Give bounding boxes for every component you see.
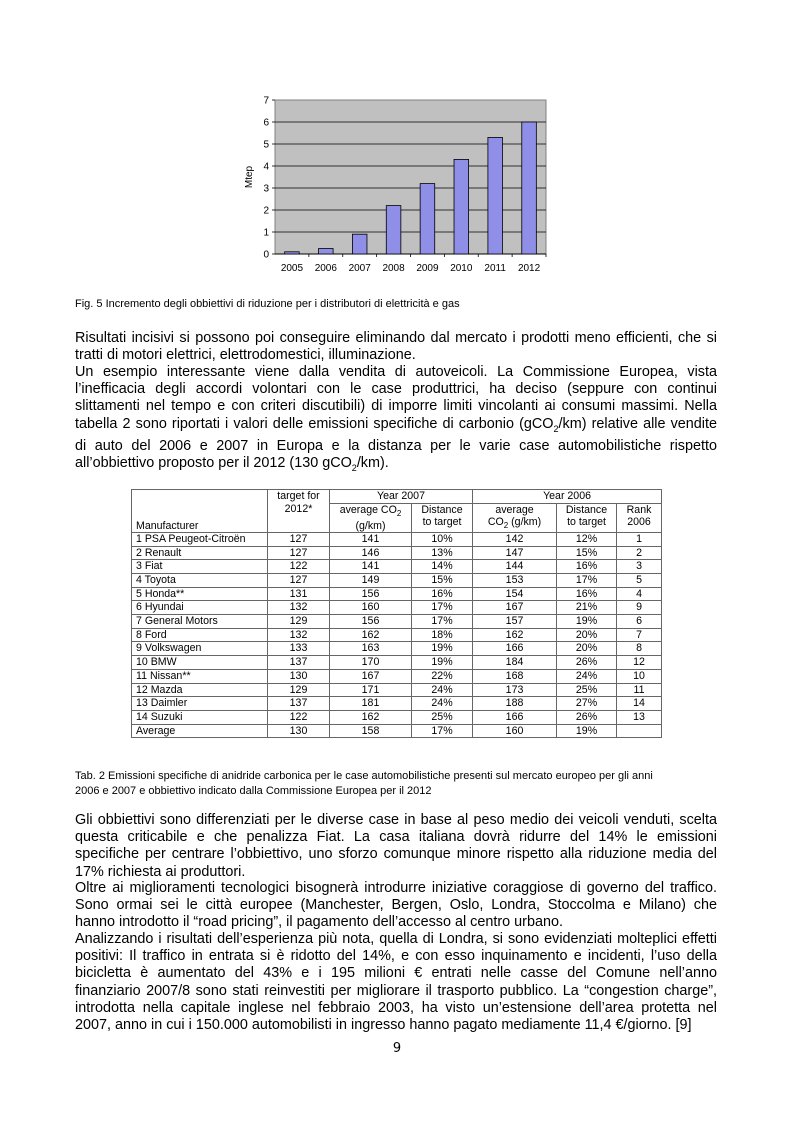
plot-area bbox=[275, 100, 546, 254]
table-cell: 8 Ford bbox=[132, 628, 268, 642]
table-row bbox=[132, 683, 662, 697]
table-cell: 131 bbox=[268, 587, 330, 601]
table-cell: 5 Honda** bbox=[132, 587, 268, 601]
table-cell: 20% bbox=[557, 628, 617, 642]
x-tick-label: 2007 bbox=[348, 263, 371, 274]
page-number: 9 bbox=[392, 1041, 402, 1056]
table-caption bbox=[75, 769, 725, 799]
table-cell: 8 bbox=[617, 642, 662, 656]
header-cell: average $CO_2$ (g/km) bbox=[330, 503, 412, 532]
table-cell: 24% bbox=[412, 697, 473, 711]
table-cell: 3 bbox=[617, 560, 662, 574]
table-cell: 16% bbox=[557, 587, 617, 601]
header-cell: target for bbox=[268, 490, 330, 504]
table-cell: 130 bbox=[268, 669, 330, 683]
table-cell: 1 bbox=[617, 532, 662, 546]
bar-2011 bbox=[488, 137, 503, 254]
bar-2009 bbox=[420, 184, 435, 254]
text-line: bicicletta è aumentato del 43% e i 195 milioni € entrati nelle casse del Comune nell’anno bbox=[75, 965, 717, 982]
table-cell: 7 bbox=[617, 628, 662, 642]
table-cell: 160 bbox=[473, 724, 557, 738]
emissions-table bbox=[131, 489, 661, 738]
table-cell: 13 Daimler bbox=[132, 697, 268, 711]
bar-2007 bbox=[352, 234, 367, 254]
x-tick-label: 2006 bbox=[314, 263, 337, 274]
x-tick-label: 2011 bbox=[484, 263, 506, 274]
table-cell: 17% bbox=[412, 615, 473, 629]
bar-2008 bbox=[386, 206, 401, 254]
table-row bbox=[132, 697, 662, 711]
table-row bbox=[132, 724, 662, 738]
table-cell: 6 bbox=[617, 615, 662, 629]
table-cell: 20% bbox=[557, 642, 617, 656]
table-body bbox=[132, 532, 662, 738]
x-axis-ticks bbox=[281, 254, 546, 274]
caption-line: Tab. 2 Emissioni specifiche di anidride carbonica per le case automobilistiche presenti sul mercato europeo per gli anni bbox=[75, 770, 653, 782]
table-cell: 170 bbox=[330, 656, 412, 670]
figure-caption: Fig. 5 Incremento degli obbiettivi di riduzione per i distributori di elettricità e gas bbox=[75, 298, 460, 310]
paragraph-2 bbox=[75, 364, 717, 477]
table-cell: 10% bbox=[412, 532, 473, 546]
table-cell: 21% bbox=[557, 601, 617, 615]
text-line: specifiche per centrare l’obbiettivo, uno sforzo comunque minore rispetto alla riduzione media del bbox=[75, 846, 717, 863]
table-cell: 19% bbox=[412, 656, 473, 670]
table-cell: 15% bbox=[412, 573, 473, 587]
text-line: tratti di motori elettrici, elettrodomestici, illuminazione. bbox=[75, 347, 416, 364]
table-cell: 162 bbox=[473, 628, 557, 642]
table-cell: 147 bbox=[473, 546, 557, 560]
text-line: Oltre ai miglioramenti tecnologici bisognerà introdurre iniziative coraggiose di governo del traffico. bbox=[75, 880, 717, 896]
y-tick-label: 6 bbox=[263, 117, 269, 129]
table-cell: 17% bbox=[412, 724, 473, 738]
table-row bbox=[132, 656, 662, 670]
bar-2012 bbox=[522, 122, 537, 254]
table-row bbox=[132, 560, 662, 574]
paragraph-3 bbox=[75, 812, 717, 881]
bar-2010 bbox=[454, 159, 469, 254]
table-cell: 162 bbox=[330, 710, 412, 724]
table-cell: 11 bbox=[617, 683, 662, 697]
table-cell: 153 bbox=[473, 573, 557, 587]
table-row bbox=[132, 573, 662, 587]
table-cell: 166 bbox=[473, 642, 557, 656]
table-cell: 146 bbox=[330, 546, 412, 560]
bar-2006 bbox=[319, 249, 334, 255]
paragraph-5 bbox=[75, 931, 717, 1034]
table-header-row bbox=[132, 503, 662, 532]
table-cell: 163 bbox=[330, 642, 412, 656]
bar-chart bbox=[238, 94, 550, 280]
table-cell: 157 bbox=[473, 615, 557, 629]
table-cell: 27% bbox=[557, 697, 617, 711]
table-cell: 4 bbox=[617, 587, 662, 601]
table-cell: 149 bbox=[330, 573, 412, 587]
table-cell: 4 Toyota bbox=[132, 573, 268, 587]
header-cell bbox=[132, 490, 268, 504]
header-cell: Year 2007 bbox=[330, 490, 473, 504]
y-tick-label: 1 bbox=[263, 227, 269, 239]
table-cell: 10 bbox=[617, 669, 662, 683]
header-cell: average $CO_2$ (g/km) bbox=[473, 503, 557, 532]
table-cell: 141 bbox=[330, 560, 412, 574]
y-tick-label: 7 bbox=[263, 95, 269, 107]
table-cell: 26% bbox=[557, 710, 617, 724]
table-cell: 24% bbox=[557, 669, 617, 683]
y-tick-label: 4 bbox=[263, 161, 269, 173]
table-cell: 13 bbox=[617, 710, 662, 724]
text-line: finanziario 2007/8 sono stati reinvestiti per migliorare il trasporto pubblico. La “congestion charge”, bbox=[75, 982, 717, 999]
table-cell: 16% bbox=[412, 587, 473, 601]
table-cell: 154 bbox=[473, 587, 557, 601]
header-cell: Distance to target bbox=[412, 503, 473, 532]
y-tick-label: 0 bbox=[263, 249, 269, 261]
table-cell: 173 bbox=[473, 683, 557, 697]
table-cell: 3 Fiat bbox=[132, 560, 268, 574]
text-line: Gli obbiettivi sono differenziati per le diverse case in base al peso medio dei veicoli venduti, scelta bbox=[75, 812, 717, 828]
x-tick-label: 2008 bbox=[382, 263, 405, 274]
x-tick-label: 2010 bbox=[450, 263, 473, 274]
table-cell: 127 bbox=[268, 546, 330, 560]
y-axis-label: Mtep bbox=[244, 165, 255, 189]
table-cell: 6 Hyundai bbox=[132, 601, 268, 615]
table-cell: 167 bbox=[330, 669, 412, 683]
table-cell: 10 BMW bbox=[132, 656, 268, 670]
table-cell: 171 bbox=[330, 683, 412, 697]
table-cell: 132 bbox=[268, 601, 330, 615]
table-cell: 14 bbox=[617, 697, 662, 711]
text-line: hanno introdotto il “road pricing”, il pagamento dell’accesso al centro urbano. bbox=[75, 914, 563, 931]
table-cell: 9 bbox=[617, 601, 662, 615]
table-cell: 181 bbox=[330, 697, 412, 711]
text-line: slittamenti nel tempo e con criteri discutibili) di imporre limiti vincolanti ai consumi massimi. Nella bbox=[75, 398, 717, 415]
table-cell: 156 bbox=[330, 587, 412, 601]
table-cell: 130 bbox=[268, 724, 330, 738]
y-axis-ticks bbox=[263, 96, 275, 261]
text-line: positivi: Il traffico in entrata si è ridotto del 14%, e con esso inquinamento e incidenti, l’uso della bbox=[75, 948, 717, 965]
table-cell: 18% bbox=[412, 628, 473, 642]
table-cell: 122 bbox=[268, 710, 330, 724]
table-cell: 5 bbox=[617, 573, 662, 587]
table-cell: 168 bbox=[473, 669, 557, 683]
table-cell: 17% bbox=[557, 573, 617, 587]
table-row bbox=[132, 710, 662, 724]
text-line: Un esempio interessante viene dalla vendita di autoveicoli. La Commissione Europea, vista bbox=[75, 364, 717, 380]
text-line: introdotta nella capitale inglese nel febbraio 2003, ha visto un’estensione dell’area protetta nel bbox=[75, 999, 717, 1016]
table-cell: 144 bbox=[473, 560, 557, 574]
y-tick-label: 5 bbox=[263, 139, 269, 151]
table-cell: 137 bbox=[268, 697, 330, 711]
header-cell: Year 2006 bbox=[473, 490, 662, 504]
table-cell: 16% bbox=[557, 560, 617, 574]
bar-2005 bbox=[285, 252, 300, 254]
table-cell: 12% bbox=[557, 532, 617, 546]
header-cell: Manufacturer bbox=[132, 503, 268, 532]
x-tick-label: 2005 bbox=[280, 263, 304, 274]
table-cell: 25% bbox=[412, 710, 473, 724]
table-cell: 132 bbox=[268, 628, 330, 642]
table-cell: 12 Mazda bbox=[132, 683, 268, 697]
table-cell: 2 bbox=[617, 546, 662, 560]
text-line: 17% richiesta ai produttori. bbox=[75, 863, 246, 880]
text-line: Risultati incisivi si possono poi conseguire eliminando dal mercato i prodotti meno efficienti, che si bbox=[75, 330, 717, 346]
table-cell: 162 bbox=[330, 628, 412, 642]
table-cell: 184 bbox=[473, 656, 557, 670]
table-row bbox=[132, 532, 662, 546]
table-cell: 25% bbox=[557, 683, 617, 697]
x-tick-label: 2009 bbox=[416, 263, 439, 274]
table-cell: 127 bbox=[268, 573, 330, 587]
header-cell: Rank 2006 bbox=[617, 503, 662, 532]
table-cell: 142 bbox=[473, 532, 557, 546]
table-row bbox=[132, 642, 662, 656]
table-cell: 12 bbox=[617, 656, 662, 670]
table-row bbox=[132, 587, 662, 601]
table-cell: 19% bbox=[557, 724, 617, 738]
text-line: tabella 2 sono riportati i valori delle emissioni specifiche di carbonio (gCO$_2$/km) relative alle vendite bbox=[75, 415, 717, 434]
table-cell bbox=[617, 724, 662, 738]
table-cell: 158 bbox=[330, 724, 412, 738]
table-row bbox=[132, 669, 662, 683]
paragraph-4 bbox=[75, 880, 717, 932]
table-cell: 26% bbox=[557, 656, 617, 670]
table-cell: 129 bbox=[268, 683, 330, 697]
caption-line: 2006 e 2007 e obbiettivo indicato dalla Commissione Europea per il 2012 bbox=[75, 785, 432, 797]
table-cell: 7 General Motors bbox=[132, 615, 268, 629]
table-cell: 17% bbox=[412, 601, 473, 615]
table-cell: 160 bbox=[330, 601, 412, 615]
table-cell: 141 bbox=[330, 532, 412, 546]
table-cell: 2 Renault bbox=[132, 546, 268, 560]
table-row bbox=[132, 546, 662, 560]
table-cell: 14% bbox=[412, 560, 473, 574]
text-line: Analizzando i risultati dell’esperienza più nota, quella di Londra, si sono evidenziati molteplici effetti bbox=[75, 931, 717, 947]
table-cell: 13% bbox=[412, 546, 473, 560]
table-cell: 188 bbox=[473, 697, 557, 711]
table-cell: 24% bbox=[412, 683, 473, 697]
table-cell: 1 PSA Peugeot-Citroën bbox=[132, 532, 268, 546]
table-cell: 19% bbox=[412, 642, 473, 656]
table-cell: 127 bbox=[268, 532, 330, 546]
header-cell: 2012* bbox=[268, 503, 330, 532]
text-line: di auto del 2006 e 2007 in Europa e la distanza per le varie case automobilistiche rispetto bbox=[75, 437, 717, 454]
table-cell: 167 bbox=[473, 601, 557, 615]
table-row bbox=[132, 615, 662, 629]
text-line: questa criticabile e che penalizza Fiat. La casa italiana dovrà ridurre del 14% le emissioni bbox=[75, 829, 717, 846]
table-row bbox=[132, 601, 662, 615]
x-tick-label: 2012 bbox=[517, 263, 541, 274]
table-cell: 19% bbox=[557, 615, 617, 629]
y-tick-label: 3 bbox=[263, 183, 269, 195]
table-cell: 15% bbox=[557, 546, 617, 560]
table-cell: 9 Volkswagen bbox=[132, 642, 268, 656]
paragraph-1 bbox=[75, 330, 717, 364]
table-cell: 14 Suzuki bbox=[132, 710, 268, 724]
text-line: l’inefficacia degli accordi volontari con le case produttrici, ha deciso (seppure con continui bbox=[75, 381, 717, 398]
table-cell: 137 bbox=[268, 656, 330, 670]
table-cell: Average bbox=[132, 724, 268, 738]
table-cell: 122 bbox=[268, 560, 330, 574]
table-row bbox=[132, 628, 662, 642]
y-tick-label: 2 bbox=[263, 205, 269, 217]
table-cell: 11 Nissan** bbox=[132, 669, 268, 683]
text-line: Sono ormai sei le città europee (Manchester, Bergen, Oslo, Londra, Stoccolma e Milano) che bbox=[75, 897, 717, 914]
table-cell: 166 bbox=[473, 710, 557, 724]
table-cell: 22% bbox=[412, 669, 473, 683]
text-line: all’obbiettivo proposto per il 2012 (130 gCO$_2$/km). bbox=[75, 454, 389, 473]
table-cell: 133 bbox=[268, 642, 330, 656]
table-cell: 129 bbox=[268, 615, 330, 629]
table-header-row bbox=[132, 490, 662, 504]
table-cell: 156 bbox=[330, 615, 412, 629]
text-line: 2007, anno in cui i 150.000 automobilisti in ingresso hanno pagato mediamente 11,4 €/giorno. [9] bbox=[75, 1017, 692, 1034]
header-cell: Distance to target bbox=[557, 503, 617, 532]
